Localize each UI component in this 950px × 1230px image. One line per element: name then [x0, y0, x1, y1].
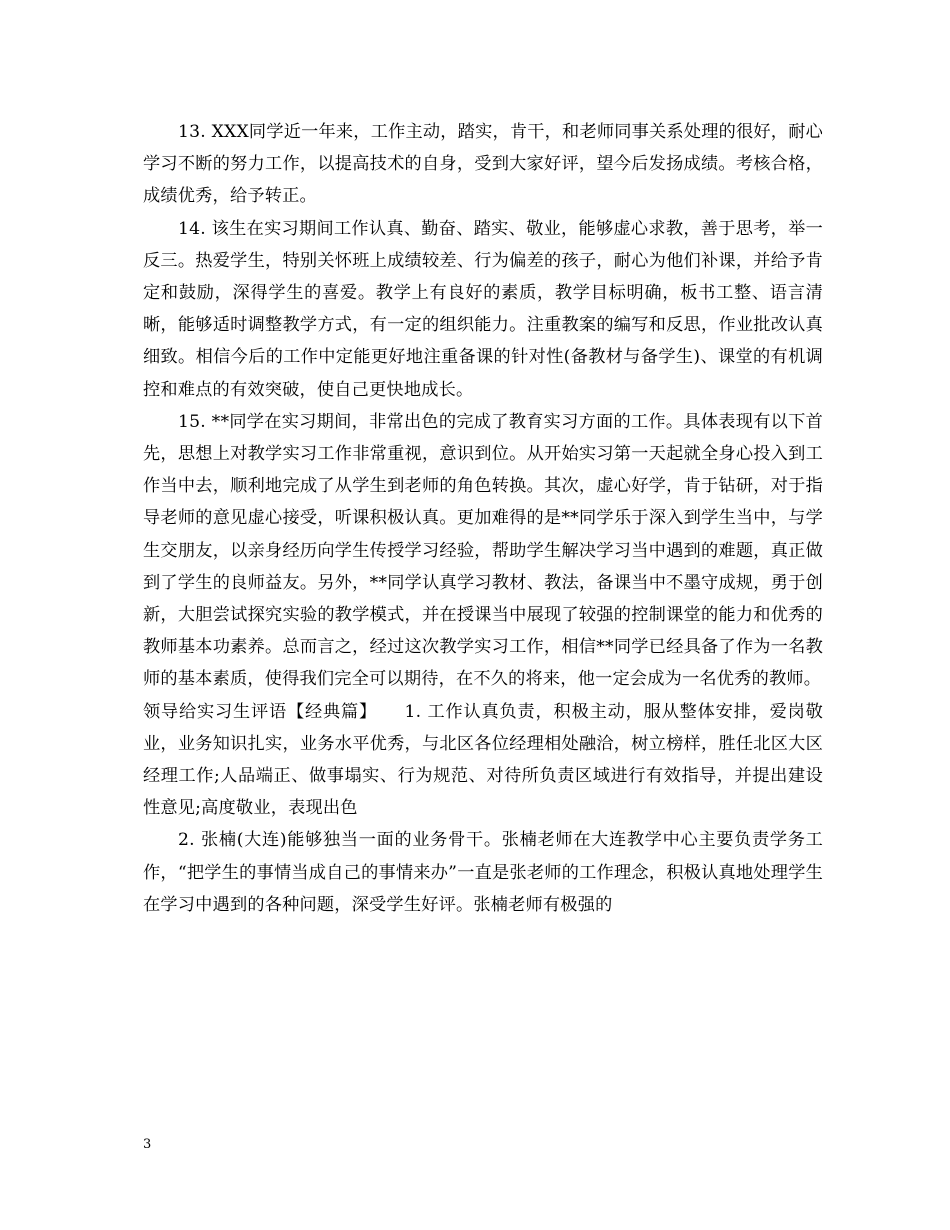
paragraph-2: 2. 张楠(大连)能够独当一面的业务骨干。张楠老师在大连教学中心主要负责学务工作，“把学生的事情当成自己的事情来办”一直是张老师的工作理念，积极认真地处理学生在学习中遇到的各种问题，深受学生好评。张楠老师有极强的	[143, 830, 823, 915]
paragraph-13: 13. XXX同学近一年来，工作主动，踏实，肯干，和老师同事关系处理的很好，耐心学习不断的努力工作，以提高技术的自身，受到大家好评，望今后发扬成绩。考核合格，成绩优秀，给予转正。	[143, 122, 823, 207]
section-heading-paragraph: 领导给实习生评语【经典篇】 1. 工作认真负责，积极主动，服从整体安排，爱岗敬业，业务知识扎实，业务水平优秀，与北区各位经理相处融洽，树立榜样，胜任北区大区经理工作;人品端正、做事塌实、行为规范、对待所负责区域进行有效指导，并提出建设性意见;高度敬业，表现出色	[143, 701, 823, 819]
paragraph-14: 14. 该生在实习期间工作认真、勤奋、踏实、敬业，能够虚心求教，善于思考，举一反三。热爱学生，特别关怀班上成绩较差、行为偏差的孩子，耐心为他们补课，并给予肯定和鼓励，深得学生的喜爱。教学上有良好的素质，教学目标明确，板书工整、语言清晰，能够适时调整教学方式，有一定的组织能力。注重教案的编写和反思，作业批改认真细致。相信今后的工作中定能更好地注重备课的针对性(备教材与备学生)、课堂的有机调控和难点的有效突破，使自己更快地成长。	[143, 218, 823, 400]
document-body	[143, 116, 823, 921]
page-number: 3	[143, 1137, 152, 1152]
paragraph-15: 15. **同学在实习期间，非常出色的完成了教育实习方面的工作。具体表现有以下首先，思想上对教学实习工作非常重视，意识到位。从开始实习第一天起就全身心投入到工作当中去，顺利地完成了从学生到老师的角色转换。其次，虚心好学，肯于钻研，对于指导老师的意见虚心接受，听课积极认真。更加难得的是**同学乐于深入到学生当中，与学生交朋友，以亲身经历向学生传授学习经验，帮助学生解决学习当中遇到的难题，真正做到了学生的良师益友。另外，**同学认真学习教材、教法，备课当中不墨守成规，勇于创新，大胆尝试探究实验的教学模式，并在授课当中展现了较强的控制课堂的能力和优秀的教师基本功素养。总而言之，经过这次教学实习工作，相信**同学已经具备了作为一名教师的基本素质，使得我们完全可以期待，在不久的将来，他一定会成为一名优秀的教师。	[143, 411, 823, 690]
